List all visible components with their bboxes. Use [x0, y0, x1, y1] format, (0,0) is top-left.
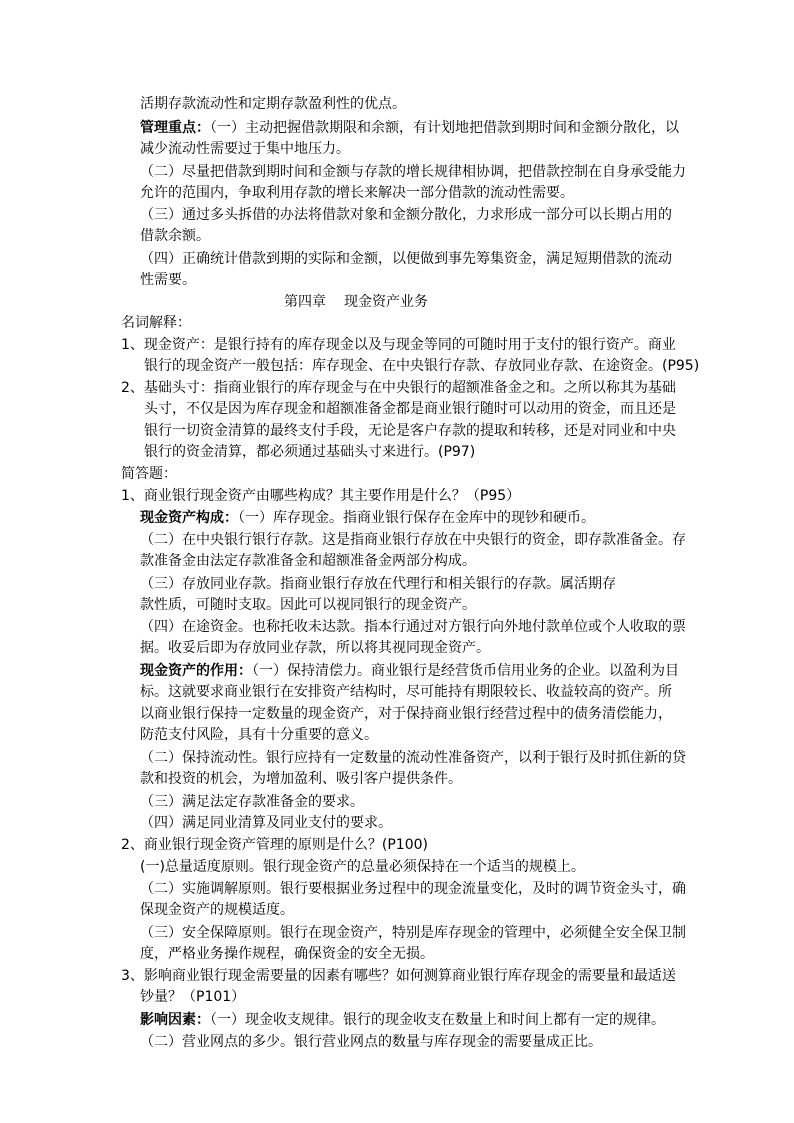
text-line: 头寸，不仅是因为库存现金和超额准备金都是商业银行随时可以动用的资金，而且还是 [144, 401, 676, 417]
text-line: 度，严格业务操作规程，确保资金的安全无损。 [140, 946, 434, 962]
text-line: 保现金资产的规模适度。 [140, 902, 294, 918]
chapter-number: 第四章 [284, 294, 326, 310]
text-line: （四）正确统计借款到期的实际和金额，以便做到事先筹集资金，满足短期借款的流动 [140, 251, 672, 267]
text-line: （三）存放同业存款。指商业银行存放在代理行和相关银行的存款。属活期存 [140, 576, 616, 592]
bold-label: 影响因素： [140, 1012, 210, 1028]
text-line: （二）尽量把借款到期时间和金额与存款的增长规律相协调，把借款控制在自身承受能力 [140, 164, 686, 180]
text-line: 1、现金资产：是银行持有的库存现金以及与现金等同的可随时用于支付的银行资产。商业 [121, 337, 676, 353]
text-line: （四）在途资金。也称托收未达款。指本行通过对方银行向外地付款单位或个人收取的票 [140, 619, 686, 635]
text-line: 款性质，可随时支取。因此可以视同银行的现金资产。 [140, 597, 476, 613]
text-line: （二）实施调解原则。银行要根据业务过程中的现金流量变化，及时的调节资金头寸，确 [140, 881, 686, 897]
text-line: （二）保持流动性。银行应持有一定数量的流动性准备资产，以利于银行及时抓住新的贷 [140, 750, 686, 766]
text-line: 款准备金由法定存款准备金和超额准备金两部分构成。 [140, 553, 476, 569]
bold-label: 现金资产的作用： [140, 663, 252, 679]
section-heading: 名词解释： [121, 315, 191, 331]
text-line: 据。收妥后即为存放同业存款，所以将其视同现金资产。 [140, 640, 490, 656]
text-line: 现金资产的作用：（一）保持清偿力。商业银行是经营货币信用业务的企业。以盈利为目 [140, 663, 679, 679]
text-line: 银行一切资金清算的最终支付手段，无论是客户存款的提取和转移，还是对同业和中央 [144, 423, 676, 439]
text-line: 影响因素：（一）现金收支规律。银行的现金收支在数量上和时间上都有一定的规律。 [140, 1012, 665, 1028]
text-line: 银行的现金资产一般包括：库存现金、在中央银行存款、存放同业存款、在途资金。(P95) [144, 358, 700, 374]
text-line: 款和投资的机会，为增加盈利、吸引客户提供条件。 [140, 771, 462, 787]
text-line: 以商业银行保持一定数量的现金资产，对于保持商业银行经营过程中的债务清偿能力， [140, 706, 672, 722]
text-line: 管理重点：（一）主动把握借款期限和余额，有计划地把借款到期时间和金额分散化，以 [140, 120, 679, 136]
text-line: 减少流动性需要过于集中地压力。 [140, 141, 350, 157]
text-line: 借款余额。 [140, 228, 210, 244]
bold-label: 管理重点： [140, 120, 210, 136]
text-line: 钞量？（P101） [140, 989, 246, 1005]
text-line: （二）营业网点的多少。银行营业网点的数量与库存现金的需要量成正比。 [140, 1034, 602, 1050]
text-line: （三）满足法定存款准备金的要求。 [140, 794, 364, 810]
text-line: 银行的资金清算，都必须通过基础头寸来进行。(P97) [144, 444, 476, 460]
text-line: 允许的范围内，争取利用存款的增长来解决一部分借款的流动性需要。 [140, 185, 574, 201]
text-line: 2、商业银行现金资产管理的原则是什么？(P100) [121, 837, 428, 853]
text-line: （四）满足同业清算及同业支付的要求。 [140, 815, 392, 831]
text-line: （二）在中央银行银行存款。这是指商业银行存放在中央银行的资金，即存款准备金。存 [140, 532, 686, 548]
text-line: 现金资产构成：（一）库存现金。指商业银行保存在金库中的现钞和硬币。 [140, 510, 595, 526]
text-line: （三）安全保障原则。银行在现金资产，特别是库存现金的管理中，必须健全安全保卫制 [140, 925, 686, 941]
text-line: 3、影响商业银行现金需要量的因素有哪些？如何测算商业银行库存现金的需要量和最适送 [121, 968, 676, 984]
text-line: 2、基础头寸：指商业银行的库存现金与在中央银行的超额准备金之和。之所以称其为基础 [121, 380, 676, 396]
text-line: 性需要。 [140, 272, 196, 288]
section-heading: 简答题： [121, 466, 177, 482]
text-line: 防范支付风险，具有十分重要的意义。 [140, 727, 378, 743]
text-line: （三）通过多头拆借的办法将借款对象和金额分散化，力求形成一部分可以长期占用的 [140, 207, 672, 223]
text-line: 1、商业银行现金资产由哪些构成？其主要作用是什么？（P95） [121, 488, 521, 504]
text-line: 活期存款流动性和定期存款盈利性的优点。 [140, 96, 406, 112]
text-line: (一)总量适度原则。银行现金资产的总量必须保持在一个适当的规模上。 [140, 859, 585, 875]
bold-label: 现金资产构成： [140, 510, 238, 526]
chapter-title: 现金资产业务 [344, 294, 428, 310]
text-line: 标。这就要求商业银行在安排资产结构时，尽可能持有期限较长、收益较高的资产。所 [140, 684, 672, 700]
